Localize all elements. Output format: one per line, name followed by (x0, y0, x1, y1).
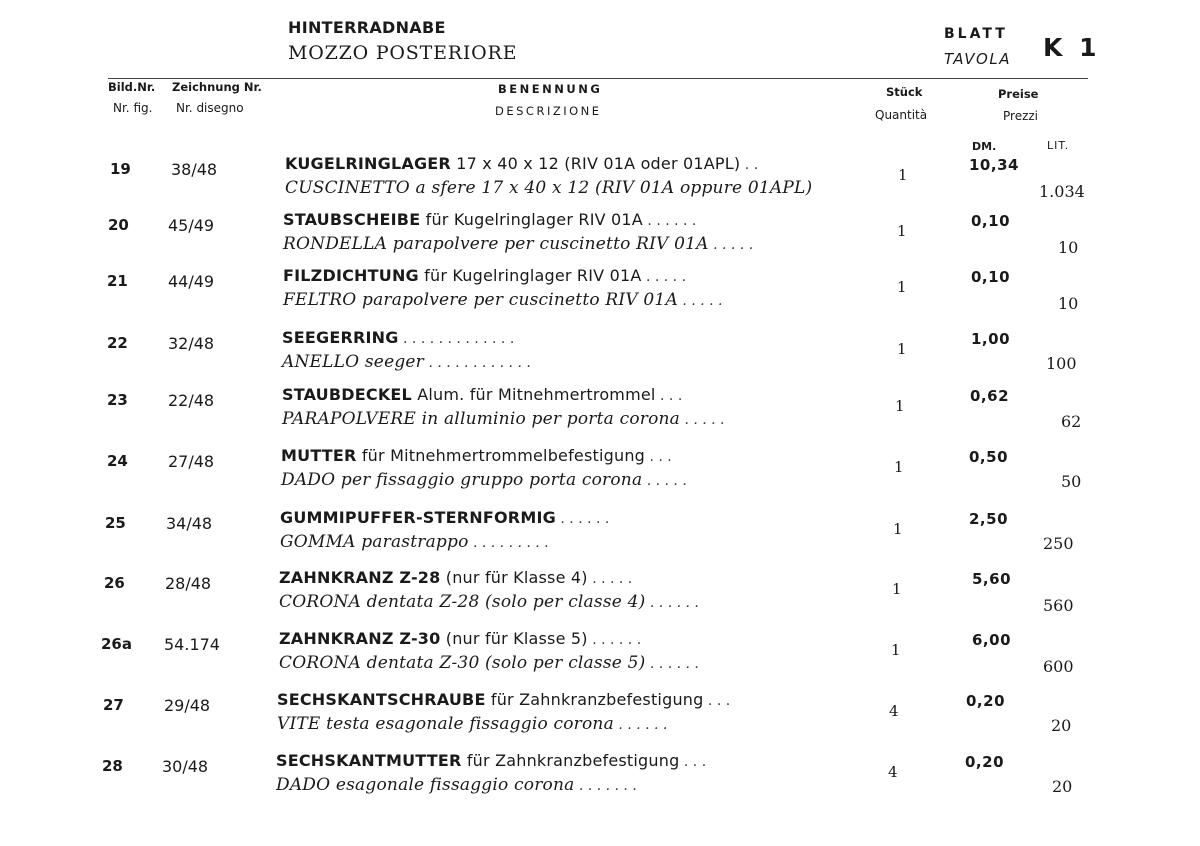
fig-number: 21 (107, 272, 128, 290)
name-german (280, 508, 609, 527)
table-row (0, 568, 1200, 630)
name-german (282, 328, 514, 347)
quantity: 1 (893, 520, 903, 538)
price-lit: 10 (1058, 294, 1079, 313)
drawing-number: 30/48 (162, 757, 209, 776)
name-italian (282, 409, 725, 429)
price-lit: 20 (1051, 716, 1072, 735)
quantity: 4 (888, 763, 898, 781)
leader-dots: . . . (679, 754, 707, 770)
drawing-number: 45/49 (168, 216, 215, 235)
col-drawing-german: Zeichnung Nr. (172, 80, 262, 94)
price-dm: 6,00 (972, 631, 1012, 649)
fig-number: 19 (110, 160, 131, 178)
name-german (283, 210, 696, 229)
name-german (283, 266, 686, 285)
leader-dots: . . . . . (680, 412, 725, 428)
name-italian-text: FELTRO parapolvere per cuscinetto RIV 01A (283, 290, 678, 310)
name-italian-text: DADO per fissaggio gruppo porta corona (281, 470, 643, 490)
sheet-label-italian: TAVOLA (944, 50, 1011, 68)
col-qty-german: Stück (886, 85, 923, 99)
price-dm: 0,20 (966, 692, 1006, 710)
sheet-code: K 1 (1043, 33, 1101, 62)
col-name-italian: DESCRIZIONE (495, 104, 602, 118)
drawing-number: 22/48 (168, 391, 215, 410)
name-german-main: SEEGERRING (282, 328, 399, 347)
name-italian-text: VITE testa esagonale fissaggio corona (277, 714, 614, 734)
quantity: 1 (891, 641, 901, 659)
col-currency-lit: LIT. (1047, 139, 1070, 152)
price-dm: 0,62 (970, 387, 1010, 405)
price-lit: 20 (1052, 777, 1073, 796)
col-currency-dm: DM. (972, 140, 997, 153)
leader-dots: . . (740, 157, 759, 173)
table-row (0, 266, 1200, 328)
quantity: 4 (889, 702, 899, 720)
drawing-number: 54.174 (164, 635, 220, 654)
price-lit: 62 (1061, 412, 1082, 431)
name-german-main: STAUBSCHEIBE (283, 210, 421, 229)
leader-dots: . . . (655, 388, 683, 404)
name-italian (279, 653, 699, 673)
table-row (0, 154, 1200, 216)
name-italian-text: DADO esagonale fissaggio corona (276, 775, 575, 795)
col-qty-italian: Quantità (875, 108, 928, 122)
name-german-detail: für Zahnkranzbefestigung (485, 690, 704, 709)
fig-number: 26 (104, 574, 125, 592)
col-fig-italian: Nr. fig. (113, 101, 153, 115)
name-german-main: GUMMIPUFFER-STERNFORMIG (280, 508, 556, 527)
leader-dots: . . . . . . (613, 717, 668, 733)
fig-number: 23 (107, 391, 128, 409)
leader-dots: . . . . . . (555, 511, 610, 527)
table-row (0, 210, 1200, 272)
name-german-main: SECHSKANTMUTTER (276, 751, 462, 770)
name-italian (285, 178, 812, 198)
leader-dots: . . . . . (677, 293, 723, 309)
name-german-detail: für Kugelringlager RIV 01A (418, 266, 642, 285)
table-row (0, 751, 1200, 813)
price-lit: 250 (1043, 534, 1074, 553)
name-italian (283, 290, 722, 310)
leader-dots: . . . (703, 693, 731, 709)
name-italian (282, 352, 531, 372)
table-row (0, 446, 1200, 508)
leader-dots: . . . . . . . . . . . . . (398, 331, 515, 347)
price-lit: 100 (1046, 354, 1077, 373)
name-italian-text: PARAPOLVERE in alluminio per porta corona (282, 409, 680, 429)
col-price-italian: Prezzi (1003, 109, 1039, 123)
leader-dots: . . . . . (642, 473, 687, 489)
name-german-detail: für Zahnkranzbefestigung (461, 751, 680, 770)
drawing-number: 29/48 (164, 696, 211, 715)
fig-number: 22 (107, 334, 128, 352)
drawing-number: 28/48 (165, 574, 212, 593)
fig-number: 25 (105, 514, 126, 532)
leader-dots: . . . . . . (642, 213, 697, 229)
table-row (0, 385, 1200, 447)
price-dm: 0,10 (971, 212, 1011, 230)
table-row (0, 629, 1200, 691)
col-name-german: BENENNUNG (498, 82, 603, 96)
quantity: 1 (898, 166, 908, 184)
price-dm: 5,60 (972, 570, 1012, 588)
leader-dots: . . . . . . (645, 595, 699, 611)
name-german-main: FILZDICHTUNG (283, 266, 419, 285)
fig-number: 20 (108, 216, 129, 234)
drawing-number: 27/48 (168, 452, 215, 471)
drawing-number: 44/49 (168, 272, 215, 291)
price-dm: 0,10 (971, 268, 1011, 286)
name-german-main: SECHSKANTSCHRAUBE (277, 690, 486, 709)
fig-number: 27 (103, 696, 124, 714)
price-lit: 10 (1058, 238, 1079, 257)
col-drawing-italian: Nr. disegno (176, 101, 244, 115)
leader-dots: . . . . . . (645, 656, 699, 672)
leader-dots: . . . (645, 449, 672, 465)
name-italian-text: CORONA dentata Z-30 (solo per classe 5) (279, 653, 646, 673)
name-german (277, 690, 730, 709)
drawing-number: 32/48 (168, 334, 215, 353)
leader-dots: . . . . . . . (574, 778, 637, 794)
name-german-main: KUGELRINGLAGER (285, 154, 451, 173)
price-lit: 1.034 (1039, 182, 1085, 201)
price-lit: 50 (1061, 472, 1082, 491)
name-german-main: ZAHNKRANZ Z-30 (279, 629, 441, 648)
name-german (276, 751, 706, 770)
name-german (282, 385, 682, 404)
name-german (281, 446, 672, 465)
name-german (279, 629, 641, 648)
name-german-detail: (nur für Klasse 5) (440, 629, 588, 648)
name-german-detail: für Kugelringlager RIV 01A (420, 210, 643, 229)
quantity: 1 (894, 458, 904, 476)
price-dm: 10,34 (969, 156, 1019, 174)
name-italian-text: CORONA dentata Z-28 (solo per classe 4) (279, 592, 646, 612)
quantity: 1 (892, 580, 902, 598)
name-german-main: ZAHNKRANZ Z-28 (279, 568, 441, 587)
name-german-main: MUTTER (281, 446, 357, 465)
fig-number: 26a (101, 635, 132, 653)
leader-dots: . . . . . . (587, 632, 642, 648)
table-row (0, 690, 1200, 752)
name-german-detail: Alum. für Mitnehmertrommel (411, 385, 656, 404)
name-italian (277, 714, 667, 734)
title-german: HINTERRADNABE (288, 18, 446, 37)
name-italian (281, 470, 687, 490)
price-dm: 2,50 (969, 510, 1009, 528)
fig-number: 24 (107, 452, 128, 470)
price-lit: 600 (1043, 657, 1074, 676)
col-price-german: Preise (998, 87, 1039, 101)
header-rule (108, 78, 1088, 79)
table-row (0, 508, 1200, 570)
name-italian (276, 775, 637, 795)
name-italian-text: RONDELLA parapolvere per cuscinetto RIV 01A (283, 234, 709, 254)
leader-dots: . . . . . (587, 571, 633, 587)
name-german (279, 568, 632, 587)
col-fig-german: Bild.Nr. (108, 80, 156, 94)
name-italian-text: GOMMA parastrappo (280, 532, 469, 552)
name-italian-text: CUSCINETTO a sfere 17 x 40 x 12 (RIV 01A oppure 01APL) (285, 178, 813, 198)
leader-dots: . . . . . (641, 269, 687, 285)
price-dm: 0,50 (969, 448, 1009, 466)
name-italian-text: ANELLO seeger (282, 352, 424, 372)
table-row (0, 328, 1200, 390)
leader-dots: . . . . . . . . . (468, 535, 549, 551)
drawing-number: 38/48 (171, 160, 218, 179)
quantity: 1 (897, 222, 907, 240)
name-italian (283, 234, 753, 254)
leader-dots: . . . . . . . . . . . . (424, 355, 531, 371)
price-dm: 0,20 (965, 753, 1005, 771)
quantity: 1 (897, 340, 907, 358)
name-german-detail: 17 x 40 x 12 (RIV 01A oder 01APL) (450, 154, 741, 173)
price-dm: 1,00 (971, 330, 1011, 348)
quantity: 1 (895, 397, 905, 415)
drawing-number: 34/48 (166, 514, 213, 533)
name-italian (279, 592, 699, 612)
name-german-main: STAUBDECKEL (282, 385, 412, 404)
title-italian: MOZZO POSTERIORE (288, 42, 518, 64)
leader-dots: . . . . . (708, 237, 754, 253)
name-italian (280, 532, 549, 552)
quantity: 1 (897, 278, 907, 296)
name-german-detail: (nur für Klasse 4) (440, 568, 588, 587)
price-lit: 560 (1043, 596, 1074, 615)
name-german (285, 154, 758, 173)
sheet-label-german: BLATT (944, 26, 1008, 42)
name-german-detail: für Mitnehmertrommelbefestigung (356, 446, 646, 465)
fig-number: 28 (102, 757, 123, 775)
